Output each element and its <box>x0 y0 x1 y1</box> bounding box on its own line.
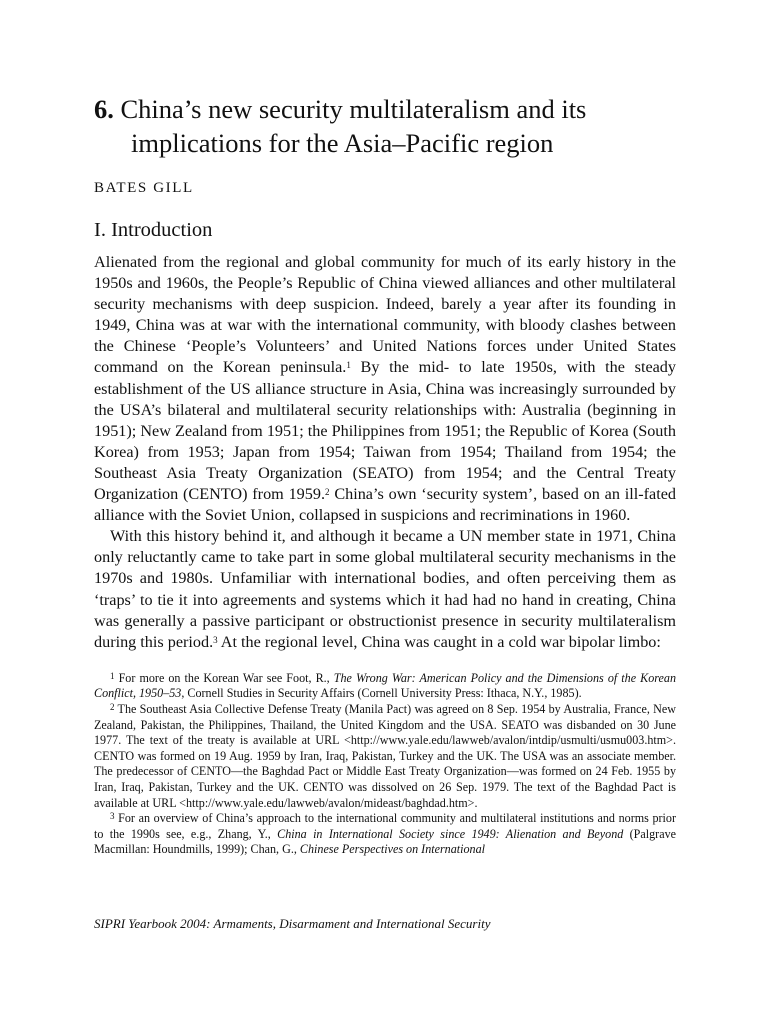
footnote-1-text-a: For more on the Korean War see Foot, R., <box>114 670 334 685</box>
footnote-3-number: 3 <box>110 811 115 822</box>
footnote-1-text-b: , Cornell Studies in Security Affairs (Cornell University Press: Ithaca, N.Y., 1985). <box>181 686 582 701</box>
footnote-3-text-a: For an overview of China’s approach to the international community and multilateral institutions and norms prior to the 1990s see, e.g., Zhang, Y., <box>94 811 676 841</box>
chapter-title-text: China’s new security multilateralism and its implications for the Asia–Pacific region <box>120 94 587 158</box>
footnote-2-text: The Southeast Asia Collective Defense Treaty (Manila Pact) was agreed on 8 Sep. 1954 by Australia, France, New Zealand, Pakistan, the Philippines, Thailand, the United Kingdom and the USA. SEATO was disbanded on 30 June 1977. The text of the treaty is available at URL <http://www.yale.edu/lawweb/avalon/intdip/usmulti/usmu003.htm>. CENTO was formed on 19 Aug. 1959 by Iran, Iraq, Pakistan, Turkey and the UK. The USA was an associate member. The predecessor of CENTO—the Baghdad Pact or Middle East Treaty Organization—was formed on 24 Feb. 1955 by Iran, Iraq, Pakistan, Turkey and the UK. CENTO was dissolved on 26 Sep. 1979. The text of the Baghdad Pact is available at URL <http://www.yale.edu/lawweb/avalon/mideast/baghdad.htm>. <box>94 701 676 810</box>
footnote-1 <box>94 671 676 702</box>
paragraph-1-part-a: Alienated from the regional and global community for much of its early history in the 1950s and 1960s, the People’s Republic of China viewed alliances and other multilateral security mechanisms with deep suspicion. Indeed, barely a year after its founding in 1949, China was at war with the international community, with bloody clashes between the Chinese ‘People’s Volunteers’ and United Nations forces under United States command on the Korean peninsula. <box>94 253 676 377</box>
footnote-3 <box>94 811 676 858</box>
chapter-number: 6. <box>94 94 114 124</box>
section-heading: I. Introduction <box>94 219 213 241</box>
footnote-3-text-b: (Palgrave Macmillan: Houndmills, 1999); Chan, G., <box>94 826 676 857</box>
paragraph-2-part-a: With this history behind it, and although it became a UN member state in 1971, China only reluctantly came to take part in some global multilateral security mechanisms in the 1970s and 1980s. Unfamiliar with international bodies, and often perceiving them as ‘traps’ to tie it into agreements and systems which it had had no hand in creating, China was generally a passive participant or obstructionist presence in security multilateralism during this period. <box>94 527 676 651</box>
footnote-1-number: 1 <box>110 670 115 681</box>
footnote-ref-2[interactable]: 2 <box>325 487 330 498</box>
footnote-ref-3[interactable]: 3 <box>213 634 218 645</box>
page-content <box>94 92 676 858</box>
body-text <box>94 252 676 653</box>
footnote-2 <box>94 702 676 811</box>
footnotes <box>94 671 676 858</box>
paragraph-2-part-b: At the regional level, China was caught in a cold war bipolar limbo: <box>217 632 661 651</box>
footnote-ref-1[interactable]: 1 <box>346 360 351 371</box>
paragraph-1 <box>94 252 676 526</box>
paragraph-1-part-c: China’s own ‘security system’, based on an ill-fated alliance with the Soviet Union, collapsed in suspicions and recriminations in 1960. <box>94 485 676 525</box>
footnote-2-number: 2 <box>110 701 115 712</box>
author-name: BATES GILL <box>94 180 194 196</box>
footnote-1-book-title: The Wrong War: American Policy and the Dimensions of the Korean Conflict, 1950–53 <box>94 670 676 701</box>
footnote-3-book-title-1: China in International Society since 1949: Alienation and Beyond <box>277 826 624 841</box>
paragraph-2 <box>94 526 676 653</box>
paragraph-1-part-b: By the mid- to late 1950s, with the steady establishment of the US alliance structure in Asia, China was increasingly surrounded by the USA’s bilateral and multilateral security relationships with: Australia (beginning in 1951); New Zealand from 1951; the Philippines from 1951; the Republic of Korea (South Korea) from 1953; Japan from 1954; Taiwan from 1954; Thailand from 1954; the Southeast Asia Treaty Organization (SEATO) from 1954; and the Central Treaty Organization (CENTO) from 1959. <box>94 358 676 504</box>
running-footer: SIPRI Yearbook 2004: Armaments, Disarmament and International Security <box>94 916 491 931</box>
chapter-title <box>94 92 676 160</box>
footnote-3-book-title-2: Chinese Perspectives on International <box>299 842 485 857</box>
